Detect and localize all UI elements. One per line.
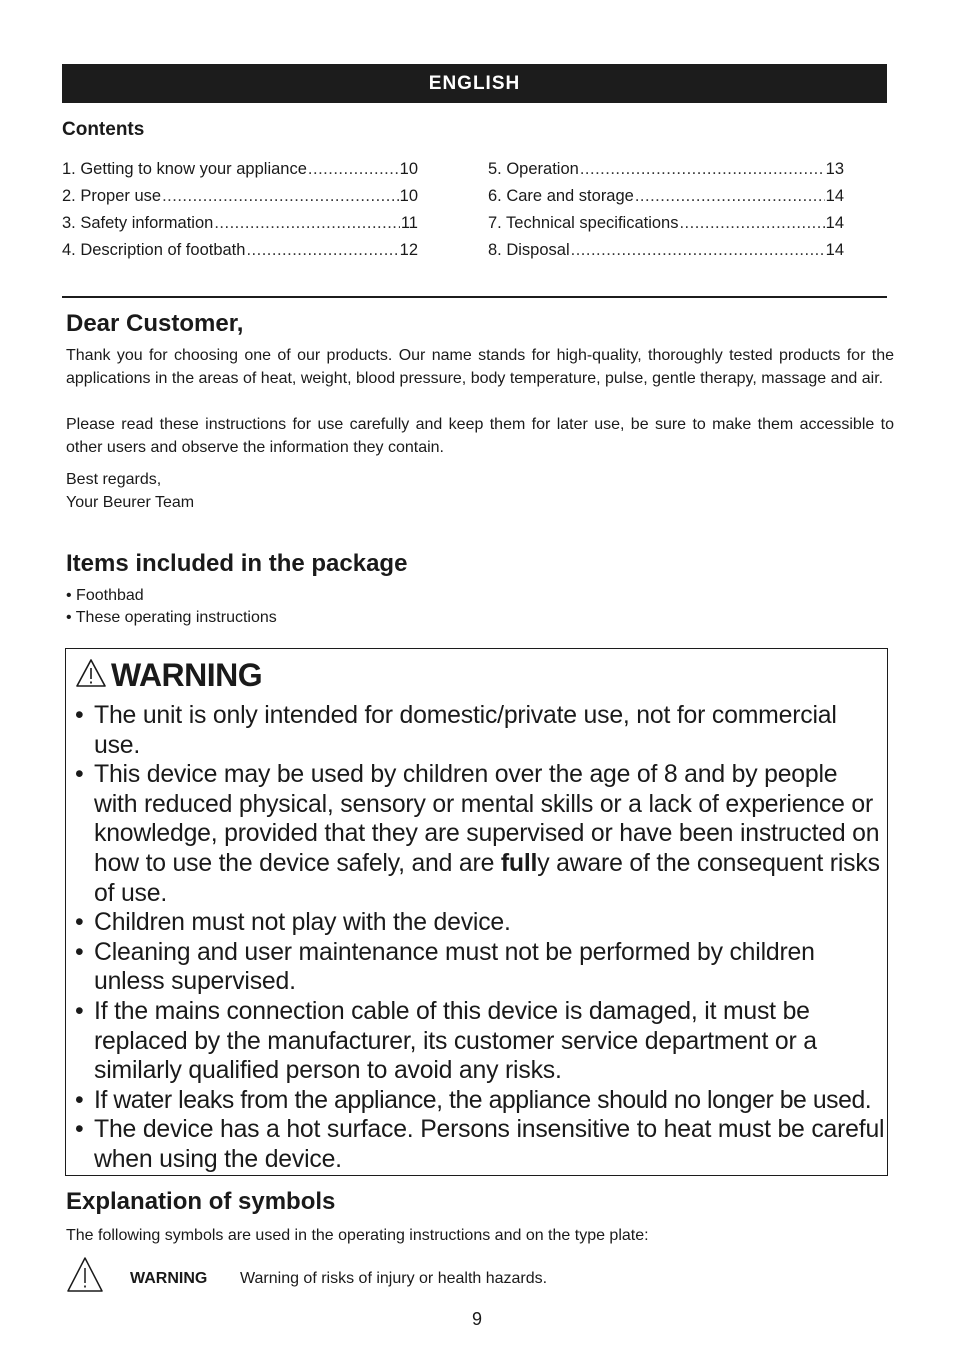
toc-entry-label: 3. Safety information <box>62 214 214 232</box>
toc-left-column <box>62 160 418 268</box>
warning-list <box>75 701 887 1175</box>
symbol-description: Warning of risks of injury or health hazards. <box>240 1270 548 1287</box>
toc-entry-page: 13 <box>825 160 844 178</box>
dear-customer-heading: Dear Customer, <box>66 310 244 337</box>
toc-entry[interactable] <box>62 214 418 241</box>
toc-leader-dots <box>308 160 399 179</box>
closing-signature: Your Beurer Team <box>66 494 195 511</box>
closing-greeting: Best regards, <box>66 471 162 488</box>
warning-item-text: y aware of the consequent risks of use. <box>94 849 880 907</box>
warning-item: • If the mains connection cable of this device is damaged, it must be replaced by the manufacturer, its customer service department or a similarly qualified person to avoid any risks. <box>75 997 887 1086</box>
toc-entry[interactable] <box>62 241 418 268</box>
toc-entry-label: 8. Disposal <box>488 241 570 259</box>
warning-title: WARNING <box>111 657 263 693</box>
symbols-intro: The following symbols are used in the operating instructions and on the type plate: <box>66 1227 649 1244</box>
toc-entry-label: 1. Getting to know your appliance <box>62 160 307 178</box>
toc-leader-dots <box>571 241 825 260</box>
warning-item: • Cleaning and user maintenance must not be performed by children unless supervised. <box>75 938 887 997</box>
toc-entry-page: 14 <box>825 214 844 232</box>
symbols-heading: Explanation of symbols <box>66 1188 336 1215</box>
toc-entry-page: 10 <box>399 187 418 205</box>
package-list <box>66 585 277 629</box>
contents-title: Contents <box>62 119 145 140</box>
symbol-row <box>66 1256 766 1296</box>
warning-box <box>65 648 888 1176</box>
warning-triangle-icon <box>66 1256 104 1299</box>
toc-entry-label: 6. Care and storage <box>488 187 634 205</box>
toc-entry-page: 14 <box>825 187 844 205</box>
symbol-name: WARNING <box>130 1270 208 1287</box>
toc-entry-page: 12 <box>399 241 418 259</box>
warning-item: • The unit is only intended for domestic/private use, not for commercial use. <box>75 701 887 760</box>
toc-leader-dots <box>580 160 825 179</box>
toc-leader-dots <box>679 214 824 233</box>
instructions-paragraph: Please read these instructions for use carefully and keep them for later use, be sure to make them accessible to other users and observe the information they contain. <box>66 416 894 456</box>
section-divider <box>62 296 887 298</box>
language-header-bar <box>62 64 887 103</box>
package-heading: Items included in the package <box>66 550 408 577</box>
list-item: • Foothbad <box>66 585 277 607</box>
toc-entry[interactable] <box>488 160 844 187</box>
toc-entry-label: 7. Technical specifications <box>488 214 679 232</box>
language-label: ENGLISH <box>428 72 521 94</box>
toc-entry[interactable] <box>62 160 418 187</box>
toc-leader-dots <box>635 187 825 206</box>
toc-right-column <box>488 160 844 268</box>
toc-entry-label: 5. Operation <box>488 160 579 178</box>
warning-item-text: This device may be used by children over the age of 8 and by people with reduced physical, sensory or mental skills or a lack of experience or knowledge, provided that they are supervised or have been instructed on how to use the device safely, and are <box>94 761 880 877</box>
warning-item-bold: full <box>500 849 538 877</box>
toc-entry[interactable] <box>488 241 844 268</box>
warning-header <box>75 657 262 694</box>
toc-leader-dots <box>246 241 398 260</box>
toc-leader-dots <box>214 214 400 233</box>
warning-item: • If water leaks from the appliance, the appliance should no longer be used. <box>75 1086 887 1116</box>
toc-entry-page: 11 <box>400 214 418 232</box>
warning-item <box>75 760 887 908</box>
intro-paragraph: Thank you for choosing one of our products. Our name stands for high-quality, thoroughly tested products for the applications in the areas of heat, weight, blood pressure, body temperature, pulse, gentle therapy, massage and air. <box>66 347 894 387</box>
warning-triangle-icon <box>75 658 107 693</box>
toc-entry-label: 4. Description of footbath <box>62 241 246 259</box>
toc-entry[interactable] <box>62 187 418 214</box>
toc-entry-page: 14 <box>825 241 844 259</box>
toc-entry-page: 10 <box>399 160 418 178</box>
toc-entry-label: 2. Proper use <box>62 187 162 205</box>
list-item: • These operating instructions <box>66 607 277 629</box>
warning-item: • Children must not play with the device. <box>75 908 887 938</box>
toc-leader-dots <box>162 187 399 206</box>
warning-item: • The device has a hot surface. Persons insensitive to heat must be careful when using the device. <box>75 1115 887 1174</box>
toc-entry[interactable] <box>488 214 844 241</box>
page-number: 9 <box>471 1309 482 1329</box>
toc-entry[interactable] <box>488 187 844 214</box>
